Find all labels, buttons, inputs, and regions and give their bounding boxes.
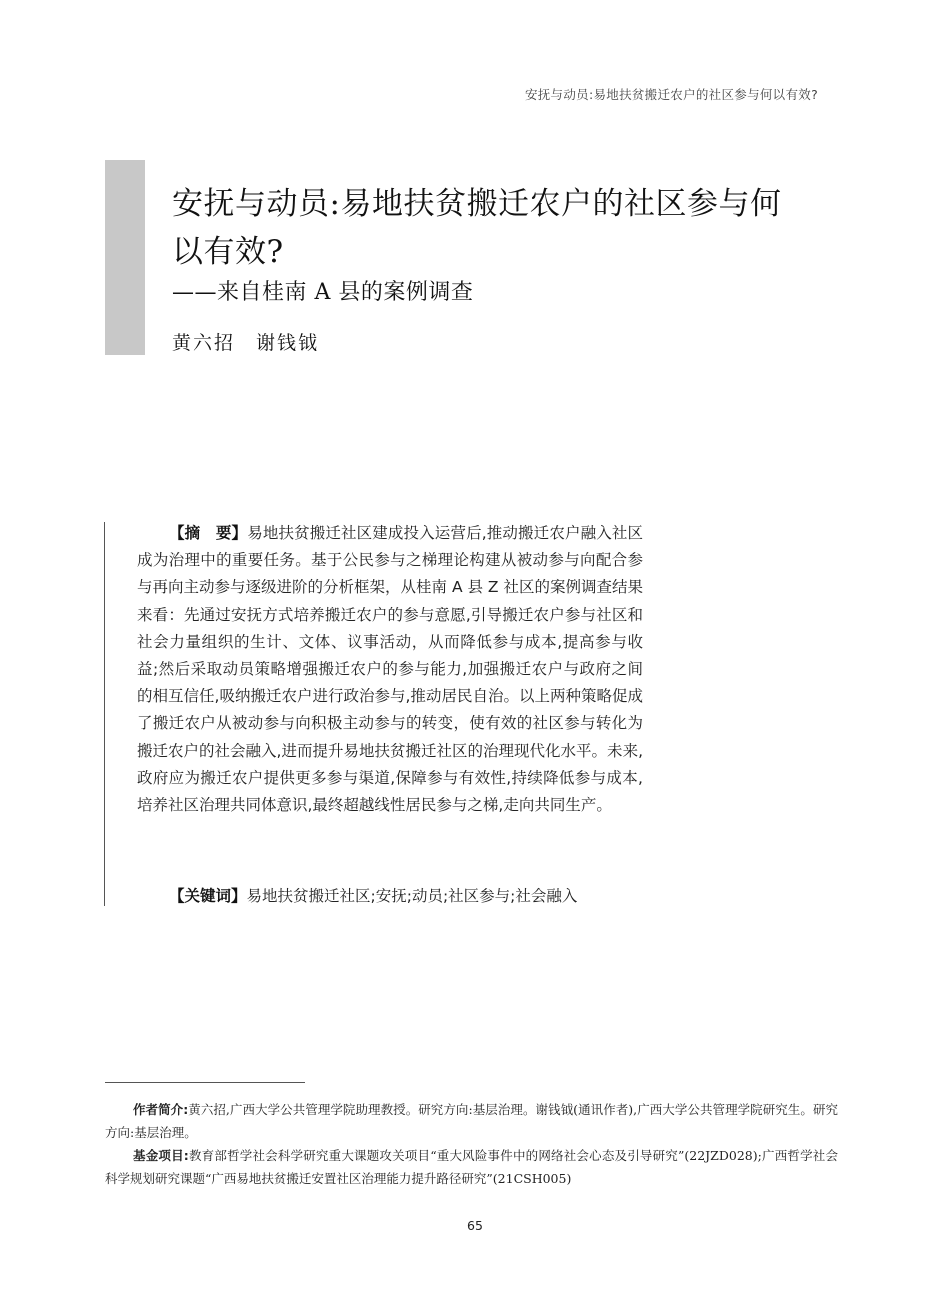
article-title: 安抚与动员:易地扶贫搬迁农户的社区参与何以有效? (172, 186, 782, 270)
keywords-label: 【关键词】 (169, 887, 247, 905)
fund-note-text: 教育部哲学社会科学研究重大课题攻关项目“重大风险事件中的网络社会心态及引导研究”(22JZD028);广西哲学社会科学规划研究课题“广西易地扶贫搬迁安置社区治理能力提升路径研究”(21CSH005) (105, 1148, 838, 1186)
page-number: 65 (467, 1218, 483, 1233)
abstract (137, 520, 643, 819)
author-note (105, 1098, 838, 1144)
footnotes (105, 1098, 838, 1190)
keywords-text: 易地扶贫搬迁社区;安抚;动员;社区参与;社会融入 (246, 887, 578, 905)
author-note-text: 黄六招,广西大学公共管理学院助理教授。研究方向:基层治理。谢钱钺(通讯作者),广西大学公共管理学院研究生。研究方向:基层治理。 (105, 1102, 838, 1140)
article-subtitle: ——来自桂南 A 县的案例调查 (172, 280, 474, 305)
fund-note-label: 基金项目: (133, 1148, 189, 1163)
title-accent-bar (105, 160, 145, 355)
footnote-rule (105, 1082, 305, 1083)
article-authors: 黄六招 谢钱钺 (172, 332, 320, 354)
abstract-text: 易地扶贫搬迁社区建成投入运营后,推动搬迁农户融入社区成为治理中的重要任务。基于公民参与之梯理论构建从被动参与向配合参与再向主动参与逐级进阶的分析框架，从桂南 A 县 Z 社区的案例调查结果来看：先通过安抚方式培养搬迁农户的参与意愿,引导搬迁农户参与社区和社会力量组织的生计、文体、议事活动，从而降低参与成本,提高参与收益;然后采取动员策略增强搬迁农户的参与能力,加强搬迁农户与政府之间的相互信任,吸纳搬迁农户进行政治参与,推动居民自治。以上两种策略促成了搬迁农户从被动参与向积极主动参与的转变，使有效的社区参与转化为搬迁农户的社会融入,进而提升易地扶贫搬迁社区的治理现代化水平。未来,政府应为搬迁农户提供更多参与渠道,保障参与有效性,持续降低参与成本,培养社区治理共同体意识,最终超越线性居民参与之梯,走向共同生产。 (137, 524, 643, 815)
fund-note (105, 1144, 838, 1190)
abstract-left-rule (104, 522, 105, 906)
keywords (137, 883, 643, 910)
abstract-label: 【摘 要】 (169, 524, 248, 542)
author-note-label: 作者简介: (133, 1102, 189, 1117)
running-head: 安抚与动员:易地扶贫搬迁农户的社区参与何以有效? (524, 87, 818, 102)
